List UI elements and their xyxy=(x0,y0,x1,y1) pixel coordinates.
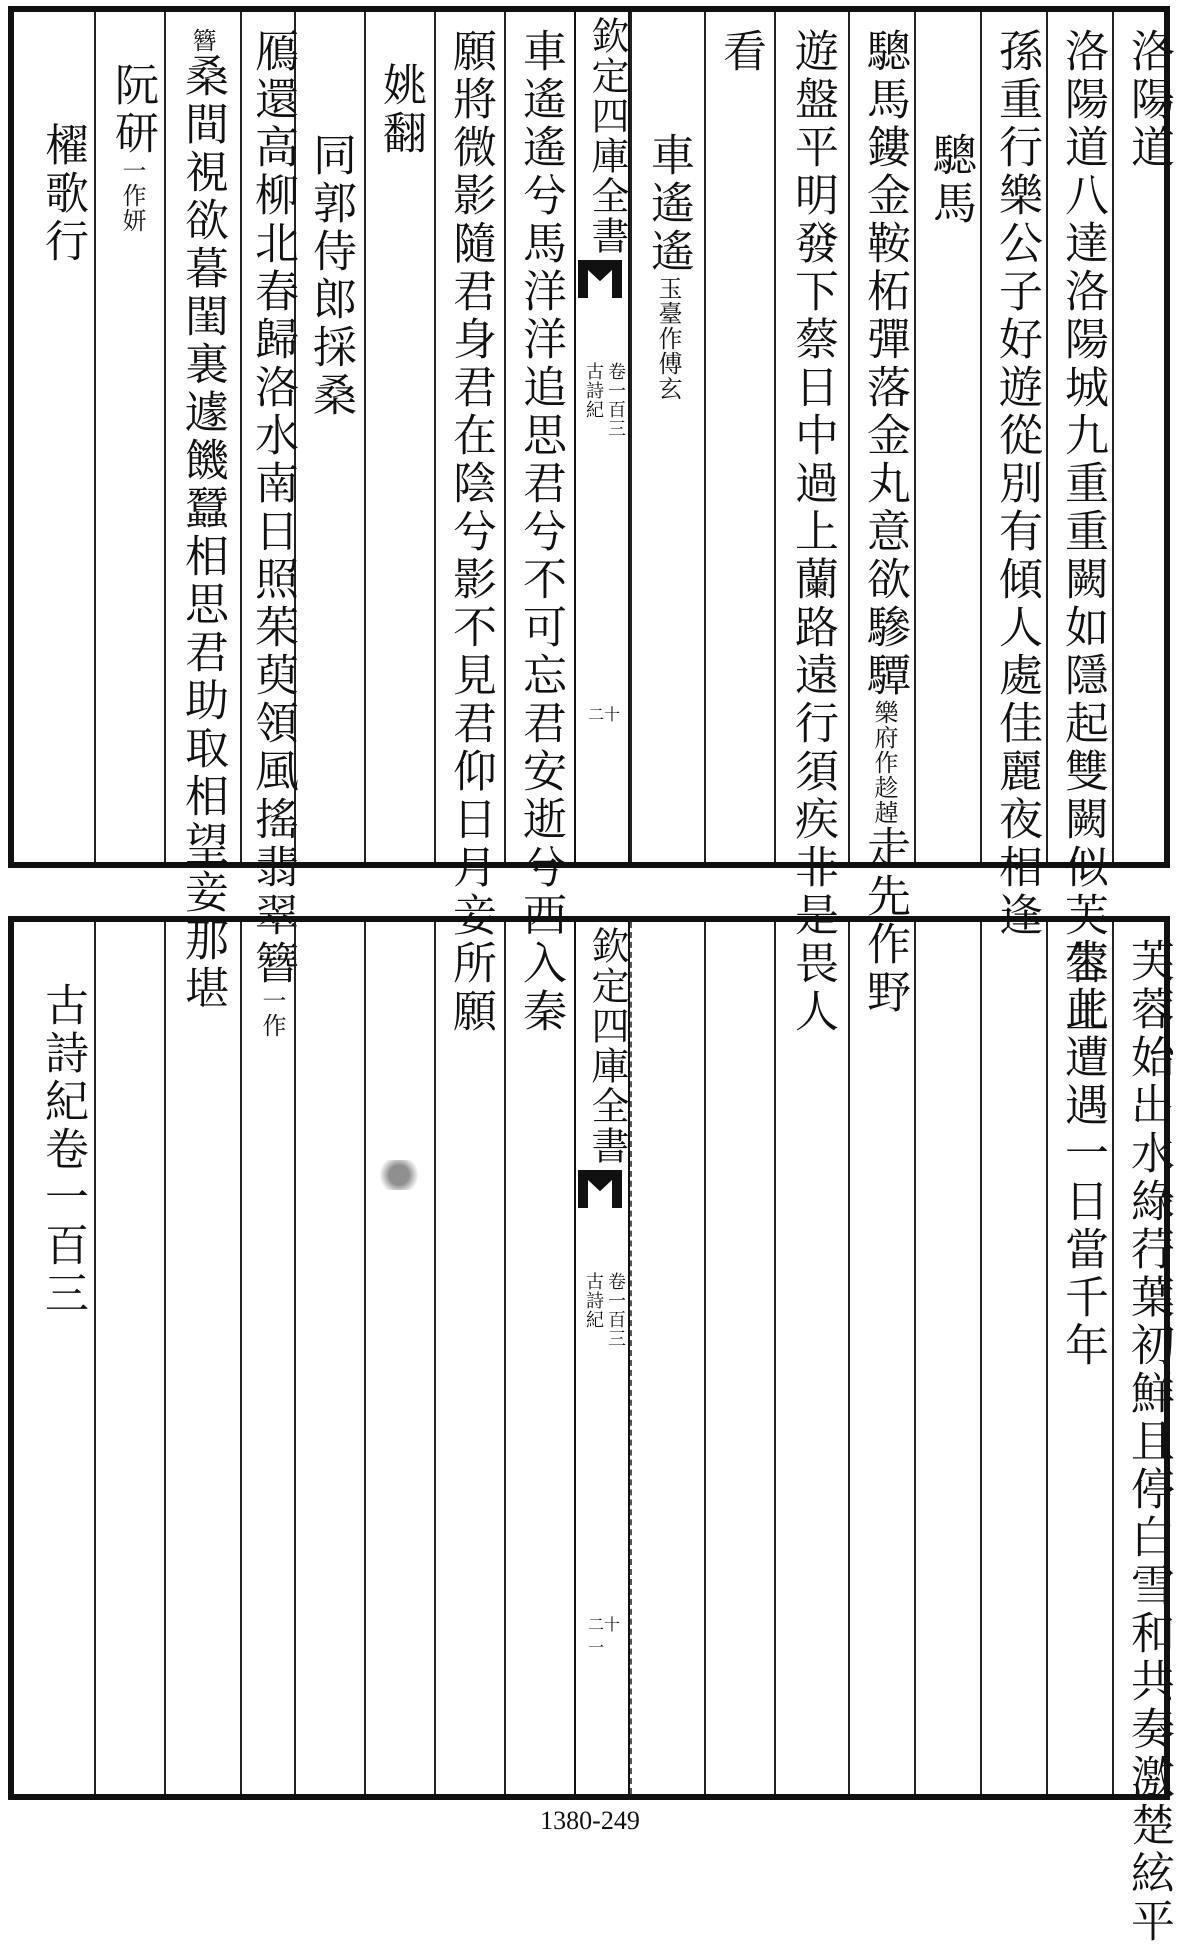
column-rule xyxy=(848,922,850,1794)
fold-book-title: 欽定四庫全書 xyxy=(585,926,629,1166)
column-rule xyxy=(94,12,96,862)
center-fold xyxy=(574,12,630,862)
fold-page-number: 二十 xyxy=(588,705,621,724)
fish-tail-mark xyxy=(578,1170,622,1208)
column-rule xyxy=(1046,12,1048,862)
poem-text: 鴈還高柳北春歸洛水南日照茱萸領風搖翡翠簪 xyxy=(247,28,298,988)
poem-title: 同郭侍郎採桑 xyxy=(305,132,356,420)
poem-line: 芙蓉始出水綠荇葉初鮮且停白雪和共奏激楚絃平 xyxy=(1123,938,1174,1946)
catalog-number: 1380-249 xyxy=(540,1806,640,1835)
poem-line: 洛陽道八達洛陽城九重重闕如隱起雙闕似芙蓉王 xyxy=(1057,28,1108,1036)
poem-line: 遊盤平明發下蔡日中過上蘭路遠行須疾非是畏人 xyxy=(787,28,838,1036)
column-rule xyxy=(504,922,506,1794)
poem-title: 櫂歌行 xyxy=(37,122,88,266)
column-rule xyxy=(980,12,982,862)
column-rule xyxy=(914,922,916,1794)
poem-text: 驄馬鏤金鞍柘彈落金丸意欲驂驔 xyxy=(859,28,910,700)
column-rule xyxy=(704,12,706,862)
column-rule xyxy=(1112,922,1114,1794)
column-rule xyxy=(704,922,706,1794)
column-rule xyxy=(164,922,166,1794)
poem-line xyxy=(174,28,230,1013)
author-text: 阮研 xyxy=(107,62,158,158)
column-rule xyxy=(848,12,850,862)
poem-line: 願將微影隨君身君在陰兮影不見君仰日月妾所願 xyxy=(445,28,496,1036)
fold-volume: 卷一百三 xyxy=(605,1272,626,1348)
column-rule xyxy=(364,922,366,1794)
center-fold xyxy=(574,922,630,1794)
fold-work-title: 古詩紀 xyxy=(583,1272,604,1329)
column-rule xyxy=(1046,922,1048,1794)
annotation: 樂府作趁趠 xyxy=(870,700,898,825)
ink-stain xyxy=(370,1160,428,1190)
poem-line xyxy=(244,28,300,1038)
annotation: 玉臺作傅玄 xyxy=(654,276,682,401)
poem-title: 驄馬 xyxy=(925,132,976,228)
fold-volume: 卷一百三 xyxy=(605,362,626,438)
fold-work-title: 古詩紀 xyxy=(583,362,604,419)
column-rule xyxy=(240,922,242,1794)
column-rule xyxy=(1112,12,1114,862)
fish-tail-mark xyxy=(578,260,622,298)
annotation: 一作妍 xyxy=(118,158,146,233)
fold-book-title: 欽定四庫全書 xyxy=(585,16,629,256)
column-rule xyxy=(240,12,242,862)
column-rule xyxy=(774,922,776,1794)
poem-title xyxy=(640,132,696,401)
author-name xyxy=(104,62,160,233)
column-rule xyxy=(504,12,506,862)
column-rule xyxy=(94,922,96,1794)
poem-line: 生此遭遇一日當千年 xyxy=(1057,938,1108,1370)
annotation: 一作 xyxy=(258,988,286,1038)
column-rule xyxy=(434,12,436,862)
annotation: 簪 xyxy=(188,28,216,53)
author-name: 姚翻 xyxy=(375,62,426,158)
poem-line: 孫重行樂公子好遊從別有傾人處佳麗夜相逢 xyxy=(991,28,1042,940)
volume-end-title: 古詩紀卷一百三 xyxy=(37,982,88,1318)
column-rule xyxy=(434,922,436,1794)
column-rule xyxy=(980,922,982,1794)
column-rule xyxy=(164,12,166,862)
poem-line: 看 xyxy=(715,28,766,76)
column-rule xyxy=(914,12,916,862)
poem-text: 桑間視欲暮閨裏遽饑蠶相思君助取相望妾那堪 xyxy=(177,53,228,1013)
fold-page-number: 二十一 xyxy=(588,1615,621,1657)
column-rule xyxy=(294,922,296,1794)
poem-line xyxy=(856,28,912,1017)
top-page xyxy=(8,6,1174,1038)
poem-title-text: 車遙遙 xyxy=(643,132,694,276)
column-rule xyxy=(364,12,366,862)
poem-text: 走先作野 xyxy=(859,825,910,1017)
poem-title: 洛陽道 xyxy=(1123,28,1174,172)
column-rule xyxy=(774,12,776,862)
poem-line: 車遙遙兮馬洋洋追思君兮不可忘君安逝兮西入秦 xyxy=(515,28,566,1036)
